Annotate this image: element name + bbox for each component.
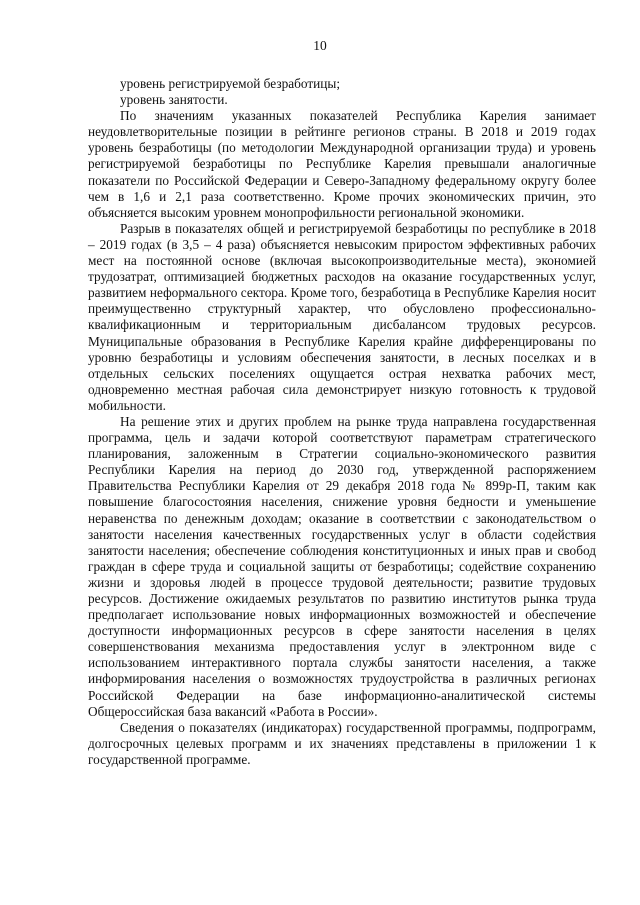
list-line: уровень занятости. [120,92,228,108]
paragraph: По значениям указанных показателей Республика Карелия занимает неудовлетворительные позиции в рейтинге регионов страны. В 2018 и 2019 годах уровень безработицы (по методологии Международной организации труда) и уровень регистрируемой безработицы по Республике Карелия превышали аналогичные показатели по Российской Федерации и Северо-Западному федеральному округу более чем в 1,6 и 2,1 раза соответственно. Кроме прочих экономических причин, это объясняется высоким уровнем монопрофильности региональной экономики. [88,108,596,220]
paragraph: Разрыв в показателях общей и регистрируемой безработицы по республике в 2018 – 2019 годах (в 3,5 – 4 раза) объясняется невысоким приростом эффективных рабочих мест на постоянной основе (включая высокопроизводительные места), экономией трудозатрат, оптимизацией бюджетных расходов на оказание государственных услуг, развитием неформального сектора. Кроме того, безработица в Республике Карелия носит преимущественно структурный характер, что обусловлено профессионально-квалификационным и территориальным дисбалансом трудовых ресурсов. Муниципальные образования в Республике Карелия крайне дифференцированы по уровню безработицы и условиям обеспечения занятости, в лесных поселках и в отдельных сельских поселениях ощущается острая нехватка рабочих мест, одновременно местная рабочая сила демонстрирует низкую готовность к трудовой мобильности. [88,220,596,413]
list-line: уровень регистрируемой безработицы; [120,76,341,91]
body-text [88,76,596,768]
paragraph: Сведения о показателях (индикаторах) государственной программы, подпрограмм, долгосрочных целевых программ и их значениях представлены в приложении 1 к государственной программе. [88,719,596,767]
page-number: 10 [313,38,327,53]
paragraph: На решение этих и других проблем на рынке труда направлена государственная программа, цель и задачи которой соответствуют параметрам стратегического планирования, заложенным в Стратегии социально-экономического развития Республики Карелия на период до 2030 год, утвержденной распоряжением Правительства Республики Карелия от 29 декабря 2018 года № 899р-П, таким как повышение благосостояния населения, снижение уровня бедности и уменьшение неравенства по денежным доходам; оказание в соответствии с законодательством о занятости населения качественных государственных услуг в области содействия занятости населения; обеспечение соблюдения конституционных и иных прав и свобод граждан в сфере труда и социальной защиты от безработицы; содействие сохранению жизни и здоровья людей в процессе трудовой деятельности; развитие трудовых ресурсов. Достижение ожидаемых результатов по развитию институтов рынка труда предполагает использование новых информационных возможностей и обеспечение доступности информационных ресурсов в сфере занятости населения в целях совершенствования механизма предоставления услуг в электронном виде с использованием интерактивного портала службы занятости населения, а также информирования населения о возможностях трудоустройства в различных регионах Российской Федерации на базе информационно-аналитической системы Общероссийская база вакансий «Работа в России». [88,413,596,719]
